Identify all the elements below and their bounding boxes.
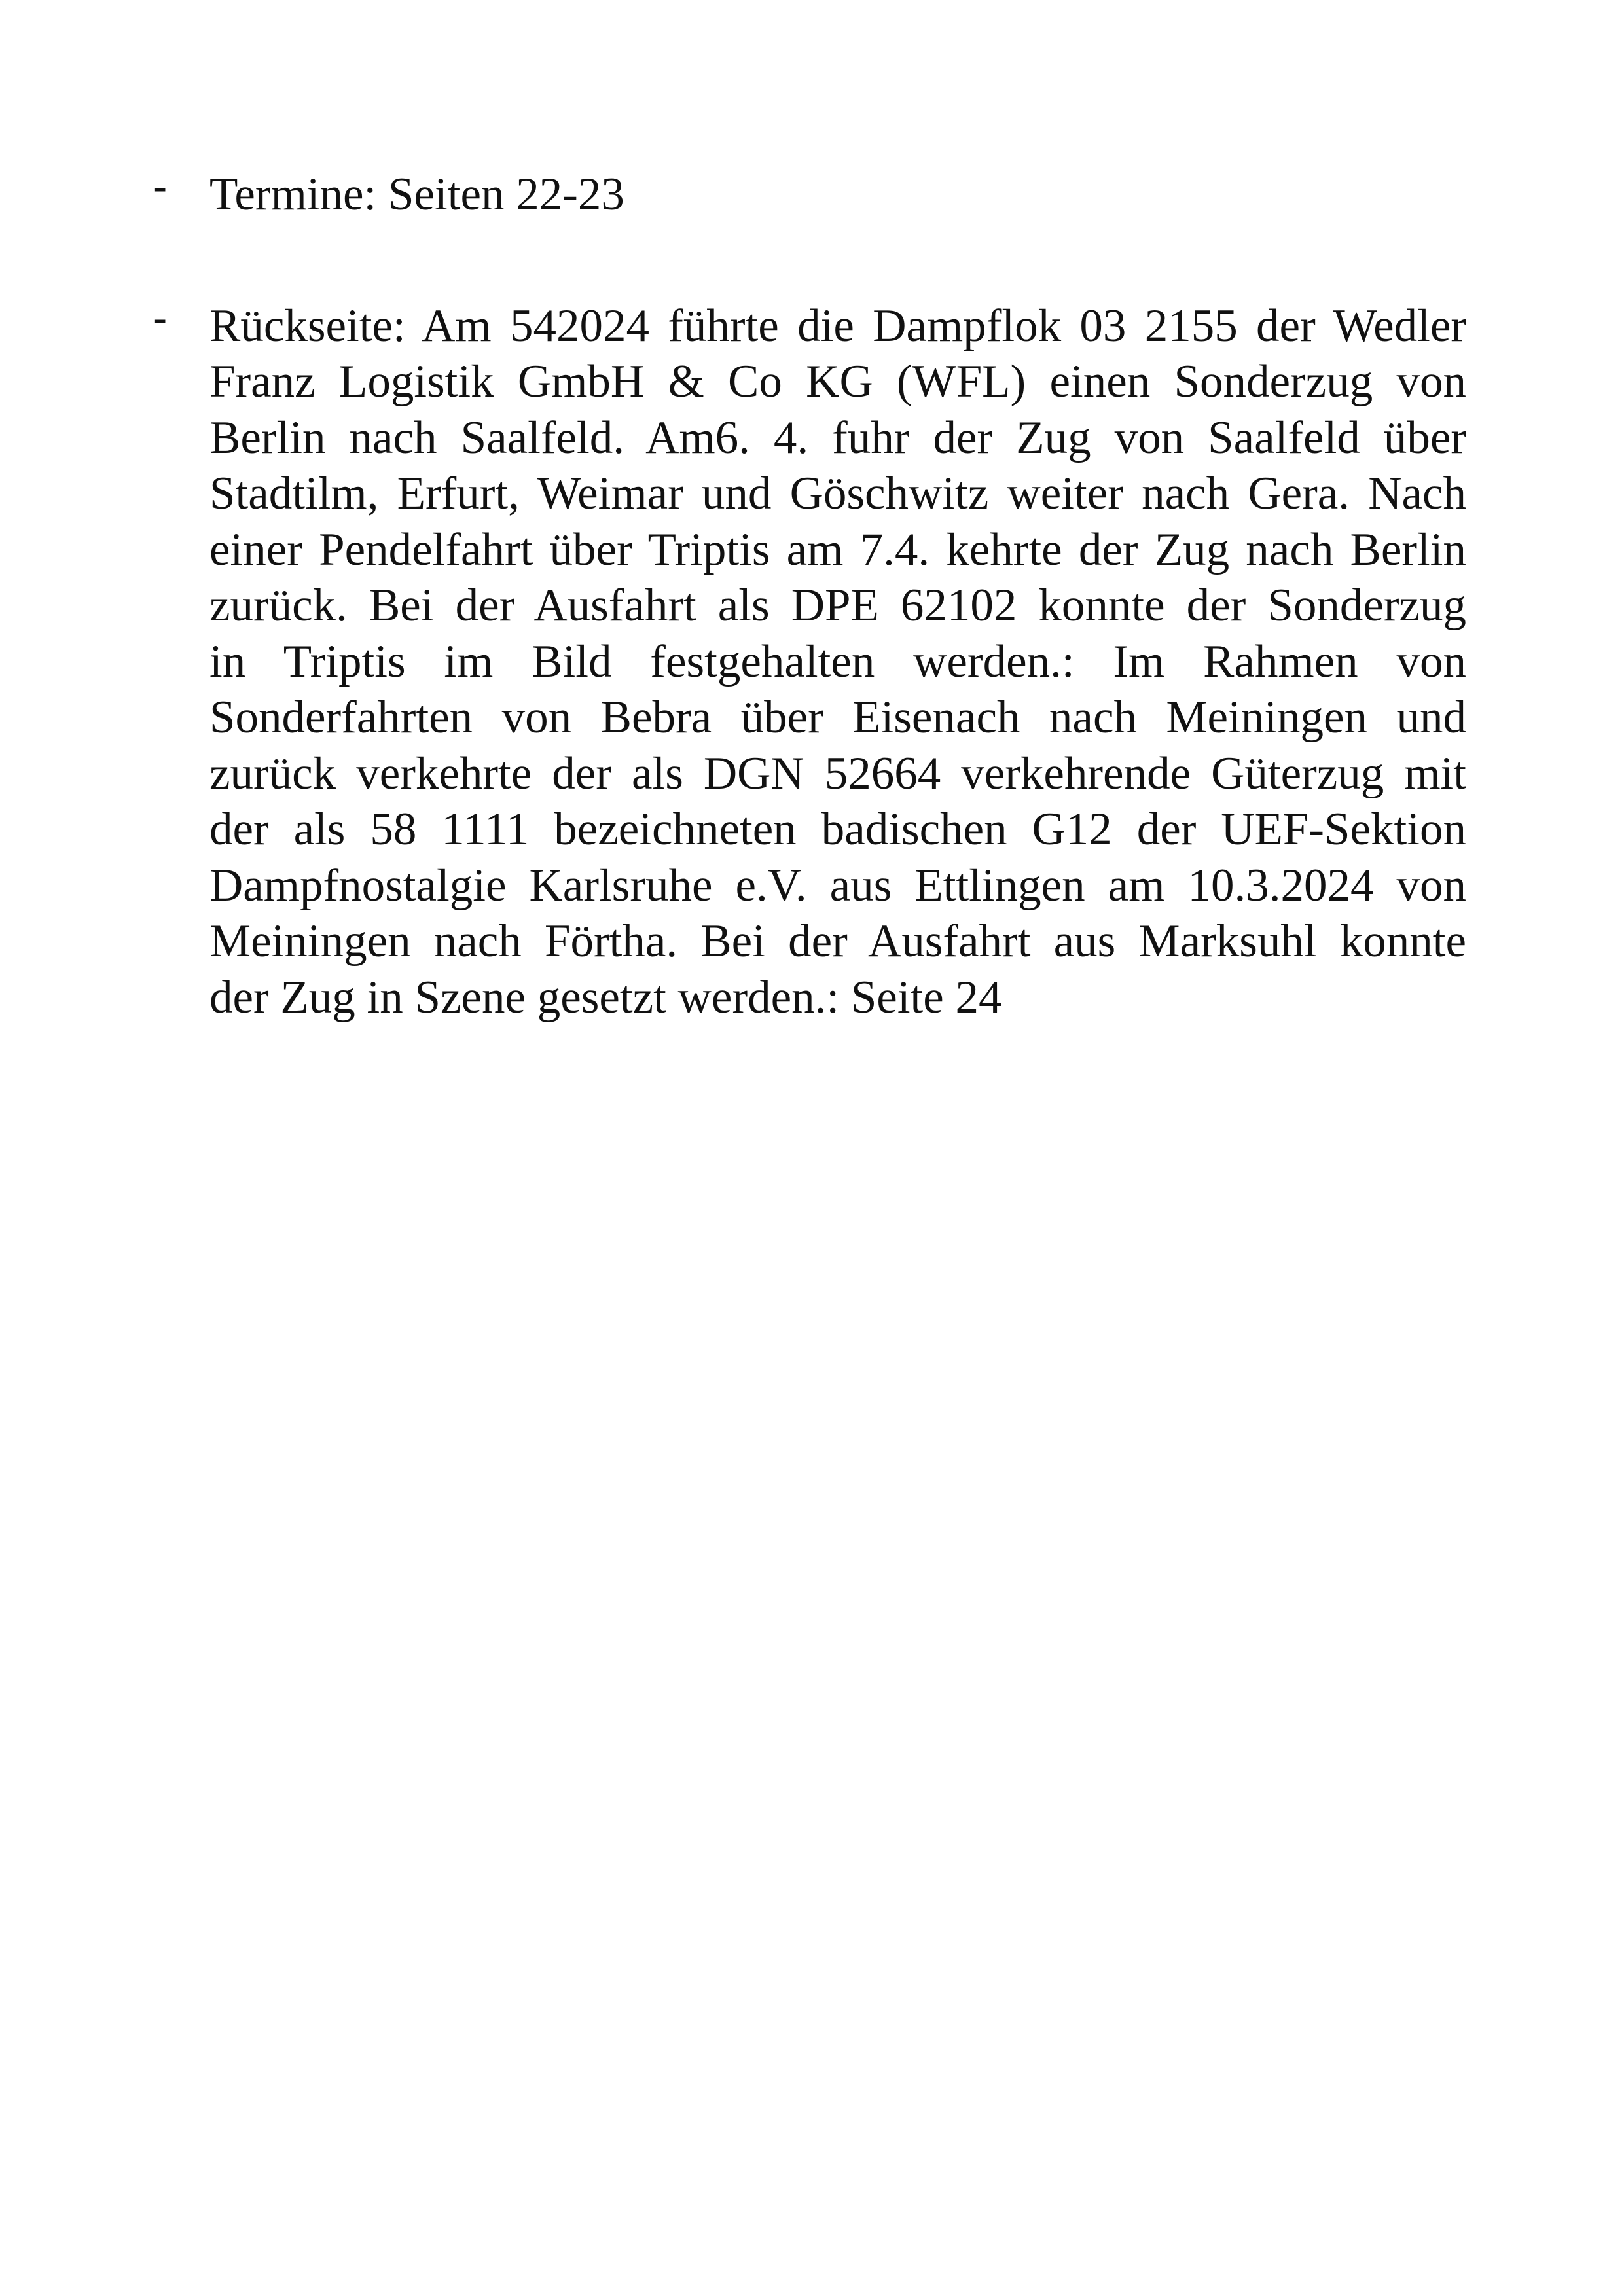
list-item-rueckseite: [151, 294, 1466, 1026]
bullet-dash: -: [153, 294, 168, 342]
text-line: in Triptis im Bild festgehalten werden.: Im Rahmen von: [209, 636, 1466, 687]
text-line: Meiningen nach Förtha. Bei der Ausfahrt aus Marksuhl konnte: [209, 916, 1466, 967]
text-line: der als 58 1111 bezeichneten badischen G12 der UEF-Sektion: [209, 804, 1466, 855]
text-line: zurück verkehrte der als DGN 52664 verkehrende Güterzug mit: [209, 747, 1466, 799]
bullet-list: [151, 163, 1466, 1026]
list-item-text: [209, 167, 1466, 223]
text-line: zurück. Bei der Ausfahrt als DPE 62102 konnte der Sonderzug: [209, 580, 1466, 631]
text-line: Dampfnostalgie Karlsruhe e.V. aus Ettlingen am 10.3.2024 von: [209, 859, 1466, 911]
text-line: einer Pendelfahrt über Triptis am 7.4. kehrte der Zug nach Berlin: [209, 524, 1466, 575]
bullet-dash: -: [153, 163, 168, 210]
list-item-termine: [151, 163, 1466, 223]
text-line: Sonderfahrten von Bebra über Eisenach nach Meiningen und: [209, 692, 1466, 743]
text-line: der Zug in Szene gesetzt werden.: Seite 24: [209, 971, 1002, 1023]
text-line: Franz Logistik GmbH & Co KG (WFL) einen Sonderzug von: [209, 356, 1466, 407]
text-line: Berlin nach Saalfeld. Am6. 4. fuhr der Zug von Saalfeld über: [209, 412, 1466, 463]
list-item-text: [209, 298, 1466, 1026]
text-line: Termine: Seiten 22-23: [209, 169, 624, 220]
text-line: Rückseite: Am 542024 führte die Dampflok 03 2155 der Wedler: [209, 300, 1466, 351]
text-line: Stadtilm, Erfurt, Weimar und Göschwitz weiter nach Gera. Nach: [209, 468, 1466, 519]
